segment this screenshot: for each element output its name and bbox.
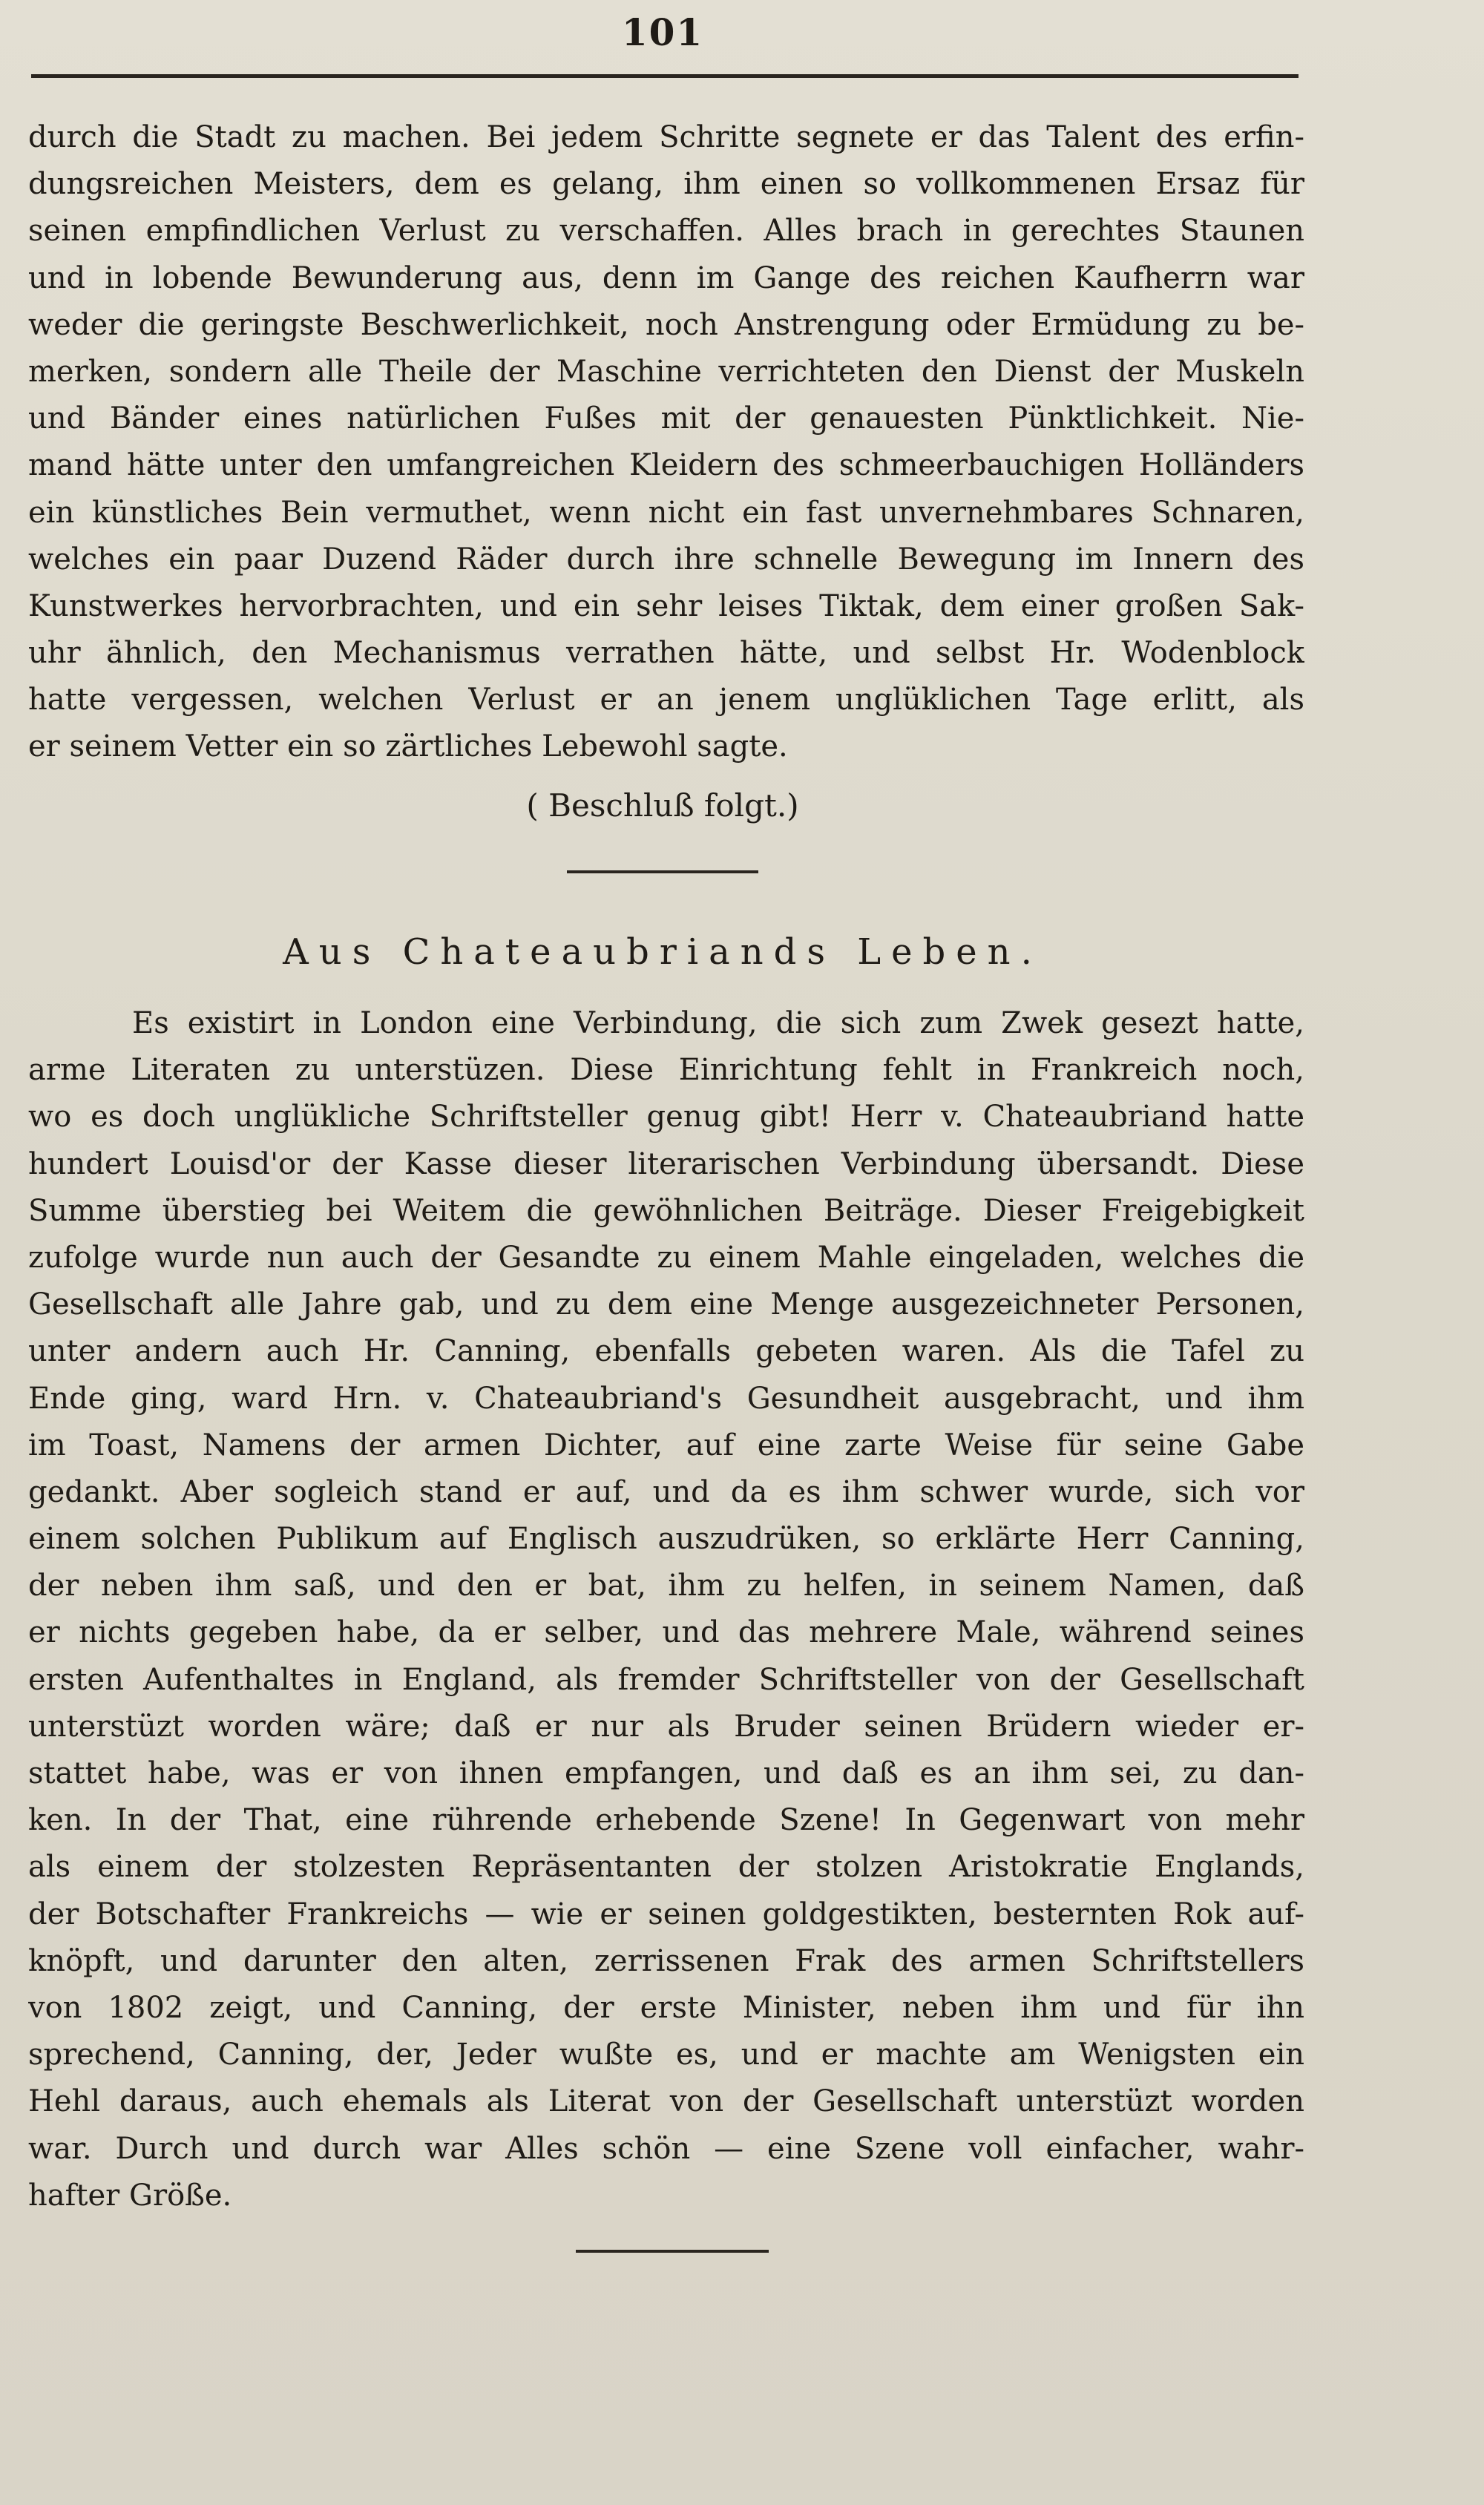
text-line: und in lobende Bewunderung aus, denn im Gange des reichen Kaufherrn war [28, 260, 1304, 295]
text-line: welches ein paar Duzend Räder durch ihre schnelle Bewegung im Innern des [28, 542, 1304, 577]
paragraph-2 [28, 1000, 1304, 2219]
text-line: wo es doch unglükliche Schriftsteller genug gibt! Herr v. Chateaubriand hatte [28, 1100, 1304, 1135]
text-line: uhr ähnlich, den Mechanismus verrathen hätte, und selbst Hr. Wodenblock [28, 636, 1304, 671]
text-line: zufolge wurde nun auch der Gesandte zu einem Mahle eingeladen, welches die [28, 1240, 1304, 1275]
text-line: weder die geringste Beschwerlichkeit, noch Anstrengung oder Ermüdung zu be- [28, 307, 1304, 342]
text-line: mand hätte unter den umfangreichen Kleidern des schmeerbauchigen Holländers [28, 448, 1304, 483]
text-line: im Toast, Namens der armen Dichter, auf eine zarte Weise für seine Gabe [28, 1428, 1304, 1462]
text-line: Ende ging, ward Hrn. v. Chateaubriand's Gesundheit ausgebracht, und ihm [28, 1381, 1304, 1416]
text-line: ersten Aufenthaltes in England, als fremder Schriftsteller von der Gesellschaft [28, 1662, 1304, 1697]
text-line: durch die Stadt zu machen. Bei jedem Schritte segnete er das Talent des erfin- [28, 120, 1304, 154]
text-line: der neben ihm saß, und den er bat, ihm zu helfen, in seinem Namen, daß [28, 1569, 1304, 1603]
continued-note: ( Beschluß folgt.) [526, 787, 799, 824]
text-line: er nichts gegeben habe, da er selber, und das mehrere Male, während seines [28, 1615, 1304, 1650]
text-line: merken, sondern alle Theile der Maschine verrichteten den Dienst der Muskeln [28, 354, 1304, 389]
section-divider [567, 870, 758, 873]
text-line: seinen empfindlichen Verlust zu verschaffen. Alles brach in gerechtes Staunen [28, 214, 1304, 249]
text-line: von 1802 zeigt, und Canning, der erste Minister, neben ihm und für ihn [28, 1990, 1304, 2025]
text-line: Summe überstieg bei Weitem die gewöhnlichen Beiträge. Dieser Freigebigkeit [28, 1193, 1304, 1228]
text-line: knöpft, und darunter den alten, zerrissenen Frak des armen Schriftstellers [28, 1943, 1304, 1978]
text-line: Kunstwerkes hervorbrachten, und ein sehr leises Tiktak, dem einer großen Sak- [28, 588, 1304, 623]
text-line: stattet habe, was er von ihnen empfangen, und daß es an ihm sei, zu dan- [28, 1756, 1304, 1790]
text-line: unterstüzt worden wäre; daß er nur als Bruder seinen Brüdern wieder er- [28, 1709, 1304, 1744]
text-line: ein künstliches Bein vermuthet, wenn nicht ein fast unvernehmbares Schnaren, [28, 495, 1304, 530]
text-line: sprechend, Canning, der, Jeder wußte es, und er machte am Wenigsten ein [28, 2038, 1304, 2072]
text-line: und Bänder eines natürlichen Fußes mit der genauesten Pünktlichkeit. Nie- [28, 401, 1304, 436]
text-line: der Botschafter Frankreichs — wie er seinen goldgestikten, besternten Rok auf- [28, 1897, 1304, 1931]
text-line: als einem der stolzesten Repräsentanten der stolzen Aristokratie Englands, [28, 1850, 1304, 1885]
text-line: einem solchen Publikum auf Englisch auszudrüken, so erklärte Herr Canning, [28, 1522, 1304, 1557]
text-line: gedankt. Aber sogleich stand er auf, und da es ihm schwer wurde, sich vor [28, 1474, 1304, 1509]
text-line: arme Literaten zu unterstüzen. Diese Einrichtung fehlt in Frankreich noch, [28, 1053, 1304, 1088]
text-line: war. Durch und durch war Alles schön — eine Szene voll einfacher, wahr- [28, 2131, 1304, 2166]
text-line: dungsreichen Meisters, dem es gelang, ihm einen so vollkommenen Ersaz für [28, 167, 1304, 202]
text-line: Gesellschaft alle Jahre gab, und zu dem eine Menge ausgezeichneter Personen, [28, 1287, 1304, 1322]
text-line: hafter Größe. [28, 2178, 232, 2213]
page-number: 101 [621, 10, 704, 54]
text-line: unter andern auch Hr. Canning, ebenfalls gebeten waren. Als die Tafel zu [28, 1334, 1304, 1369]
header-rule [31, 74, 1298, 78]
text-line: hundert Louisd'or der Kasse dieser literarischen Verbindung übersandt. Diese [28, 1146, 1304, 1181]
text-line: Es existirt in London eine Verbindung, die sich zum Zwek gesezt hatte, [132, 1006, 1304, 1040]
text-line: ken. In der That, eine rührende erhebende Szene! In Gegenwart von mehr [28, 1803, 1304, 1838]
section-title: Aus Chateaubriands Leben. [283, 931, 1043, 973]
text-line: Hehl daraus, auch ehemals als Literat von der Gesellschaft unterstüzt worden [28, 2084, 1304, 2119]
text-line: hatte vergessen, welchen Verlust er an jenem unglüklichen Tage erlitt, als [28, 683, 1304, 718]
paragraph-1 [28, 114, 1304, 771]
text-line: er seinem Vetter ein so zärtliches Lebewohl sagte. [28, 729, 788, 764]
end-divider [576, 2250, 769, 2253]
